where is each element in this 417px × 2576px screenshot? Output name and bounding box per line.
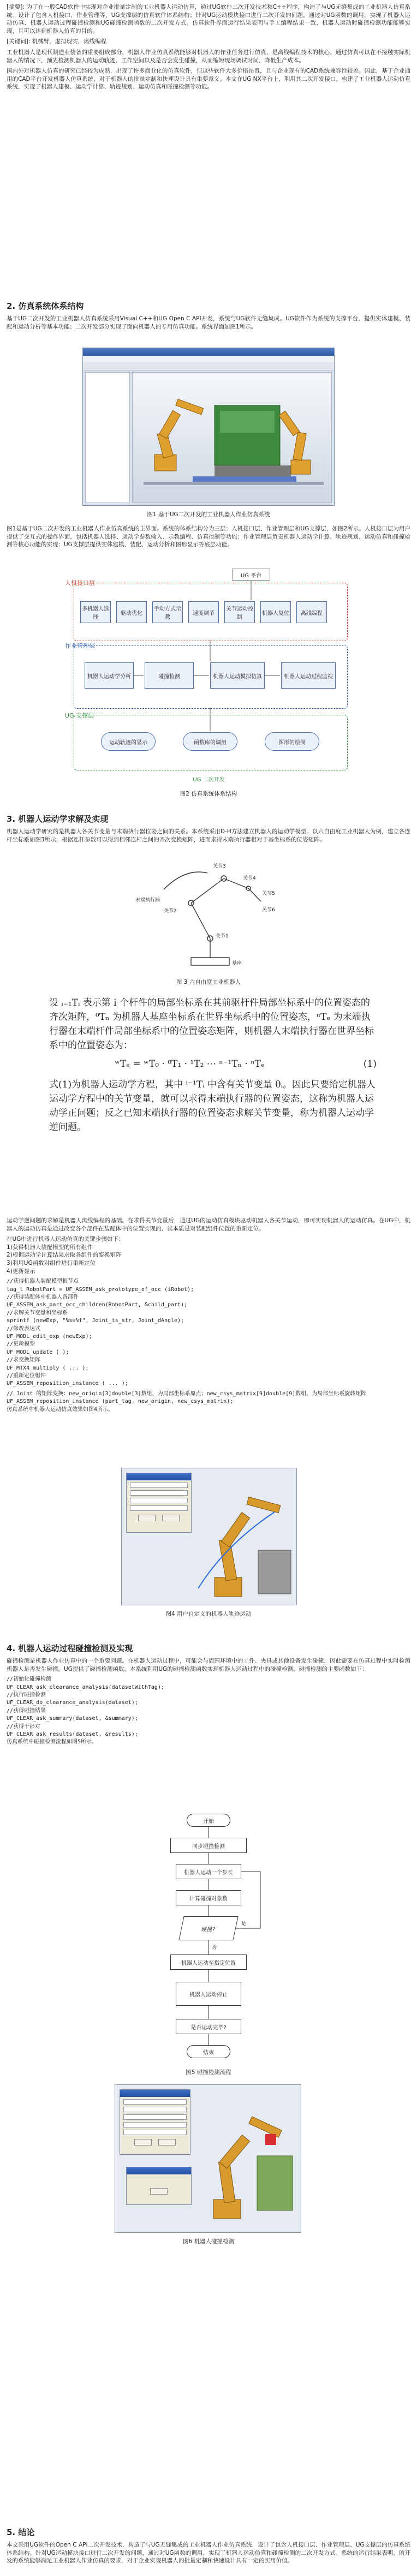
section-3-code: //获得机器人装配模型根节点 tag_t RobotPart = UF_ASSEM_ask_prototype_of_occ (iRobot); //获得装配体中机器人各部件 UF_ASSEM_ask_part_occ_children(RobotPart, &child_part); //求解关节变量和坐标系 sprintf (newExp, "%s=%f", Joint_ts_str, Joint_dAngle); //修改表达式 UF_MODL_edit_exp (newExp); //更新模型 UF_MODL_update ( ); //求变换矩阵 UF_MTX4_multiply ( ... ); //重新定位组件 UF_ASSEM_reposition_instance ( ... ); <box>7 1278 194 1387</box>
section-5 <box>7 2521 410 2568</box>
section-4 <box>7 1637 410 1747</box>
flow-no-label: 否 <box>212 1945 217 1951</box>
formula-explanation: 式(1)为机器人运动学方程，其中 ⁱ⁻¹Tᵢ 中含有关节变量 θᵢ。因此只要给定机器人运动学方程中的关节变量，就可以求得末端执行器的位置姿态，这称为机器人运动学正问题；反之已知末端执行器的位置姿态求解关节变量，称为机器人运动学逆问题。 <box>49 1079 376 1133</box>
ug-bottom-label: UG 二次开发 <box>193 777 225 783</box>
formula-block <box>49 996 377 1134</box>
label-joint-4: 关节4 <box>243 876 256 881</box>
figure-2-architecture <box>63 569 355 784</box>
ug-item-1: 函数库的调用 <box>183 732 237 751</box>
job-item-2: 机器人运动模拟仿真 <box>210 662 265 689</box>
figure-3-sketch <box>131 857 289 974</box>
job-item-3: 机器人运动过程监视 <box>281 662 336 689</box>
navigator-panel <box>85 372 130 503</box>
section-2-paragraph-2: 图1是基于UG二次开发的工业机器人作业仿真系统的主界面。系统的体系结构分为三层：人机接口层、作业管理层和UG支撑层，如图2所示。人机接口层为用户提供了交互式的操作界面，包括机器人选择、运动学参数输入、示教编程、仿真控制等功能；作业管理层负责机器人运动学计算、轨迹规划、运动仿真和碰撞检测等核心功能的实现；UG支撑层提供实体建模、装配、运动分析和图形显示等底层功能。 <box>7 525 410 548</box>
job-item-1: 碰撞检测 <box>145 662 194 689</box>
hmi-item-3: 速度调节 <box>188 601 219 623</box>
section-5-title: 5. 结论 <box>7 2527 35 2537</box>
motion-dialog <box>126 1473 192 1533</box>
figure-5-caption: 图5 碰撞检测流程 <box>186 2069 231 2076</box>
abstract: [摘要]: 为了在一般CAD软件中实现对企业批量定制的工业机器人运动仿真，通过UG软件二次开发技术和C++程序，构造了与UG无缝集成的工业机器人仿真系统。设计了包含人机接口、作业管理等，UG支撑层的仿真软件体系结构；针对UG运动模块接口进行二次开发的问题，通过对UG函数的调用，实现了机器人运动仿真、机器人运动过程碰撞检测和UG碰撞检测函数的二次开发方式。仿真软件界面运行结果表明与手工编程结果一致，机器人运动时碰撞检测功能能够实现，且可以达到机器人仿真的目的。 <box>7 4 410 34</box>
hmi-item-4: 关节运动控制 <box>224 601 255 623</box>
toolbar <box>83 362 334 370</box>
ug-platform-box: UG 平台 <box>232 569 270 581</box>
figure-2-caption: 图2 仿真系统体系结构 <box>180 791 237 797</box>
section-2 <box>7 295 410 333</box>
formula-1: ʷTₑ = ʷT₀ · ⁰T₁ · ¹T₂ ⋯ ⁿ⁻¹Tₙ · ⁿTₑ <box>115 1059 265 1069</box>
flow-yes-label: 是 <box>241 1921 247 1927</box>
section-3-title: 3. 机器人运动学求解及实现 <box>7 814 109 824</box>
collision-dialog-field-1[interactable] <box>123 2099 187 2105</box>
hmi-item-6: 离线编程 <box>296 601 327 623</box>
label-end-effector: 末端执行器 <box>135 898 160 903</box>
flow-stop: 机器人运动停止 <box>176 1982 241 2006</box>
figure-1-caption: 图1 基于UG二次开发的工业机器人作业仿真系统 <box>147 511 270 518</box>
ug-item-0: 运动轨迹的显示 <box>101 732 156 751</box>
collision-dialog-field-5[interactable] <box>123 2130 187 2135</box>
section-3-steps: 在UG中进行机器人运动仿真的关键步骤如下： 1)获得机器人装配模型的所有组件 2)根据运动学计算结果求取各组件的变换矩阵 3)利用UG函数对组件进行重新定位 4)更新显示 <box>7 1236 124 1275</box>
flow-start: 开始 <box>187 1814 230 1827</box>
collision-dialog-cancel-button[interactable] <box>158 2139 176 2145</box>
motion-dialog-field-1[interactable] <box>130 1483 188 1488</box>
motion-dialog-field-4[interactable] <box>130 1505 188 1511</box>
collision-dialog-field-4[interactable] <box>123 2122 187 2127</box>
formula-line <box>49 1056 377 1074</box>
window-titlebar <box>83 348 334 356</box>
graphics-viewport <box>132 372 332 503</box>
figure-3-caption: 图 3 六自由度工业机器人 <box>176 979 241 985</box>
figure-4-caption: 图4 用户自定义的机器人轨迹运动 <box>165 1611 252 1617</box>
section-2-title: 2. 仿真系统体系结构 <box>7 301 84 311</box>
label-joint-2: 关节2 <box>164 909 177 914</box>
collision-dialog-titlebar <box>120 2090 190 2097</box>
motion-dialog-titlebar <box>127 1473 191 1480</box>
figure-6-screenshot <box>115 2084 301 2233</box>
formula-intro: 设 ᵢ₋₁Tᵢ 表示第 i 个杆件的局部坐标系在其前驱杆件局部坐标系中的位置姿态的齐次矩阵，⁰Tₙ 为机器人基座坐标系在世界坐标系中的位置姿态，ⁿTₑ 为末端执行器在末端杆件局部坐标系中的位置姿态矩阵，则机器人末端执行器在世界坐标系中的位置姿态为： <box>49 997 374 1051</box>
label-joint-3: 关节3 <box>213 864 226 869</box>
section-5-paragraph: 本文采用UG软件的Open C API二次开发技术，构造了与UG无缝集成的工业机器人作业仿真系统，设计了包含人机接口层、作业管理层、UG支撑层的仿真系统体系结构。针对UG运动模块接口进行二次开发的问题，通过对UG函数的调用，实现了机器人运动仿真和碰撞检测的二次开发方式。系统的运行结果表明，所开发的系统能够满足工业机器人作业仿真的要求，对于企业实现机器人的批量定制和快速设计具有一定的实用价值。 <box>7 2542 410 2565</box>
flow-step: 机器人运动一个步长 <box>176 1864 241 1879</box>
label-joint-6: 关节6 <box>262 907 275 913</box>
robot-motion-illustration <box>193 1479 294 1602</box>
label-joint-1: 关节1 <box>216 934 229 939</box>
hmi-item-1: 驱动优化 <box>116 601 147 623</box>
ug-layer-label: UG 支撑层 <box>65 712 94 719</box>
six-dof-robot-sketch <box>131 857 289 974</box>
hmi-item-5: 机器人复位 <box>260 601 291 623</box>
figure-4-screenshot <box>121 1468 297 1605</box>
hmi-item-2: 手动方式示教 <box>152 601 183 623</box>
collision-warning-popup <box>126 2167 192 2205</box>
job-layer-label: 作业管理层 <box>65 642 95 649</box>
label-joint-5: 关节5 <box>262 891 275 896</box>
section-3-paragraph-1: 机器人运动学研究的是机器人各关节变量与末端执行器位姿之间的关系。本系统采用D-H方法建立机器人的运动学模型。以六自由度工业机器人为例，建立各连杆坐标系如图3所示，根据连杆参数可以得到相邻连杆之间的齐次变换矩阵，进而求得末端执行器相对于基坐标系的位姿矩阵。 <box>7 828 410 843</box>
warning-popup-titlebar <box>127 2167 191 2174</box>
figure-1-screenshot <box>82 348 335 506</box>
collision-dialog <box>120 2089 190 2155</box>
ug-item-2: 图形的绘制 <box>265 732 319 751</box>
collision-dialog-field-3[interactable] <box>123 2114 187 2120</box>
section-2-paragraph: 基于UG二次开发的工业机器人仿真系统采用Visual C++和UG Open C API开发，系统与UG软件无缝集成。UG软件作为系统的支撑平台，提供实体建模、装配和运动分析等基本功能；二次开发部分实现了面向机器人的专用仿真功能。系统界面如图1所示。 <box>7 315 410 330</box>
motion-dialog-field-3[interactable] <box>130 1498 188 1503</box>
flow-end: 结束 <box>187 2045 230 2058</box>
section-4-code: //初始化碰撞检测 UF_CLEAR_ask_clearance_analysis(datasetWithTag); //执行碰撞检测 UF_CLEAR_do_clearance_analysis(dataset); //获得碰撞结果 UF_CLEAR_ask_summary(dataset, &summary); //获得干涉对 UF_CLEAR_ask_results(dataset, &results); 仿真系统中碰撞检测流程如图5所示。 <box>7 1676 164 1746</box>
section-4-paragraph-1: 碰撞检测是机器人作业仿真中的一个重要问题。在机器人运动过程中，可能会与周围环境中的工件、夹具或其他设备发生碰撞，因此需要在仿真过程中实时检测机器人是否发生碰撞。UG提供了碰撞检测函数，本系统利用UG的碰撞检测函数实现机器人运动过程中的碰撞检测。碰撞检测的主要函数如下： <box>7 1658 410 1672</box>
collision-dialog-field-2[interactable] <box>123 2107 187 2112</box>
motion-dialog-ok-button[interactable] <box>138 1515 156 1521</box>
flow-sync-check: 同步碰撞检测 <box>170 1838 247 1853</box>
flow-collide-decision: 碰撞? <box>178 1916 238 1940</box>
warning-popup-ok-button[interactable] <box>150 2188 168 2195</box>
figure-6-caption: 图6 机器人碰撞检测 <box>182 2238 235 2245</box>
keywords: [关键词]: 机械臂，虚拟现实，离线编程 <box>7 38 107 45</box>
section-3-code-2: // Joint 的矩阵变换：new_origin[3]double[3]数组，为局部坐标系原点；new_csys_matrix[9]double[9]数组，为局部坐标系旋转矩阵 UF_ASSEM_reposition_instance (part_tag, new_origin, new_csys_matrix); 仿真系统中机器人运动仿真效果如图4所示。 <box>7 1390 367 1413</box>
intro-paragraph-1: 工业机器人是现代制造业装备的重要组成部分，机器人作业仿真系统能够对机器人的作业任务进行仿真，是离线编程技术的核心。通过仿真可以在不接触实际机器人的情况下，预先检测机器人的运动轨迹、工作空间以及是否会发生碰撞，从而缩短现场调试时间，降低生产成本。 <box>7 49 410 64</box>
section-3 <box>7 808 410 846</box>
abstract-block <box>7 3 410 94</box>
hmi-layer-label: 人机接口层 <box>65 579 95 587</box>
label-base: 基座 <box>232 961 242 966</box>
flow-count: 计算碰撞对象数 <box>176 1890 241 1905</box>
figure-5-flowchart <box>143 1812 274 2063</box>
flow-done-decision: 是否运动完毕? <box>176 2019 241 2034</box>
section-4-title: 4. 机器人运动过程碰撞检测及实现 <box>7 1643 133 1653</box>
hmi-item-0: 多机器人选择 <box>80 601 111 623</box>
section-3-body <box>7 1217 410 1414</box>
motion-dialog-field-2[interactable] <box>130 1490 188 1496</box>
robot-collision-illustration <box>197 2096 298 2227</box>
flow-move-target: 机器人运动至指定位置 <box>170 1955 247 1970</box>
section-2-body <box>7 525 410 552</box>
intro-paragraph-2: 国内外对机器人仿真的研究已经较为成熟，出现了许多商业化的仿真软件，但这些软件大多价格昂贵，且与企业现有的CAD系统兼容性较差。因此，基于企业通用的CAD平台开发机器人仿真系统，对于机器人的批量定制和快速设计具有重要意义。本文在UG NX平台上，利用其二次开发接口，构建了工业机器人运动仿真系统，实现了机器人建模、运动学计算、轨迹规划、运动仿真和碰撞检测等功能。 <box>7 68 410 91</box>
collision-dialog-ok-button[interactable] <box>134 2139 152 2145</box>
motion-dialog-cancel-button[interactable] <box>162 1515 180 1521</box>
robot-cell-illustration <box>133 373 332 503</box>
section-3-paragraph-2: 运动学逆问题的求解是机器人离线编程的基础。在求得关节变量后，通过UG的运动仿真模块驱动机器人各关节运动，即可实现机器人的运动仿真。在UG中，机器人的运动仿真是通过改变各个部件在装配体中的位置实现的，其本质是对装配组件位置的重新定位。 <box>7 1217 410 1232</box>
architecture-arrows <box>63 569 355 784</box>
job-item-0: 机器人运动学分析 <box>85 662 134 689</box>
formula-number: (1) <box>363 1059 377 1069</box>
